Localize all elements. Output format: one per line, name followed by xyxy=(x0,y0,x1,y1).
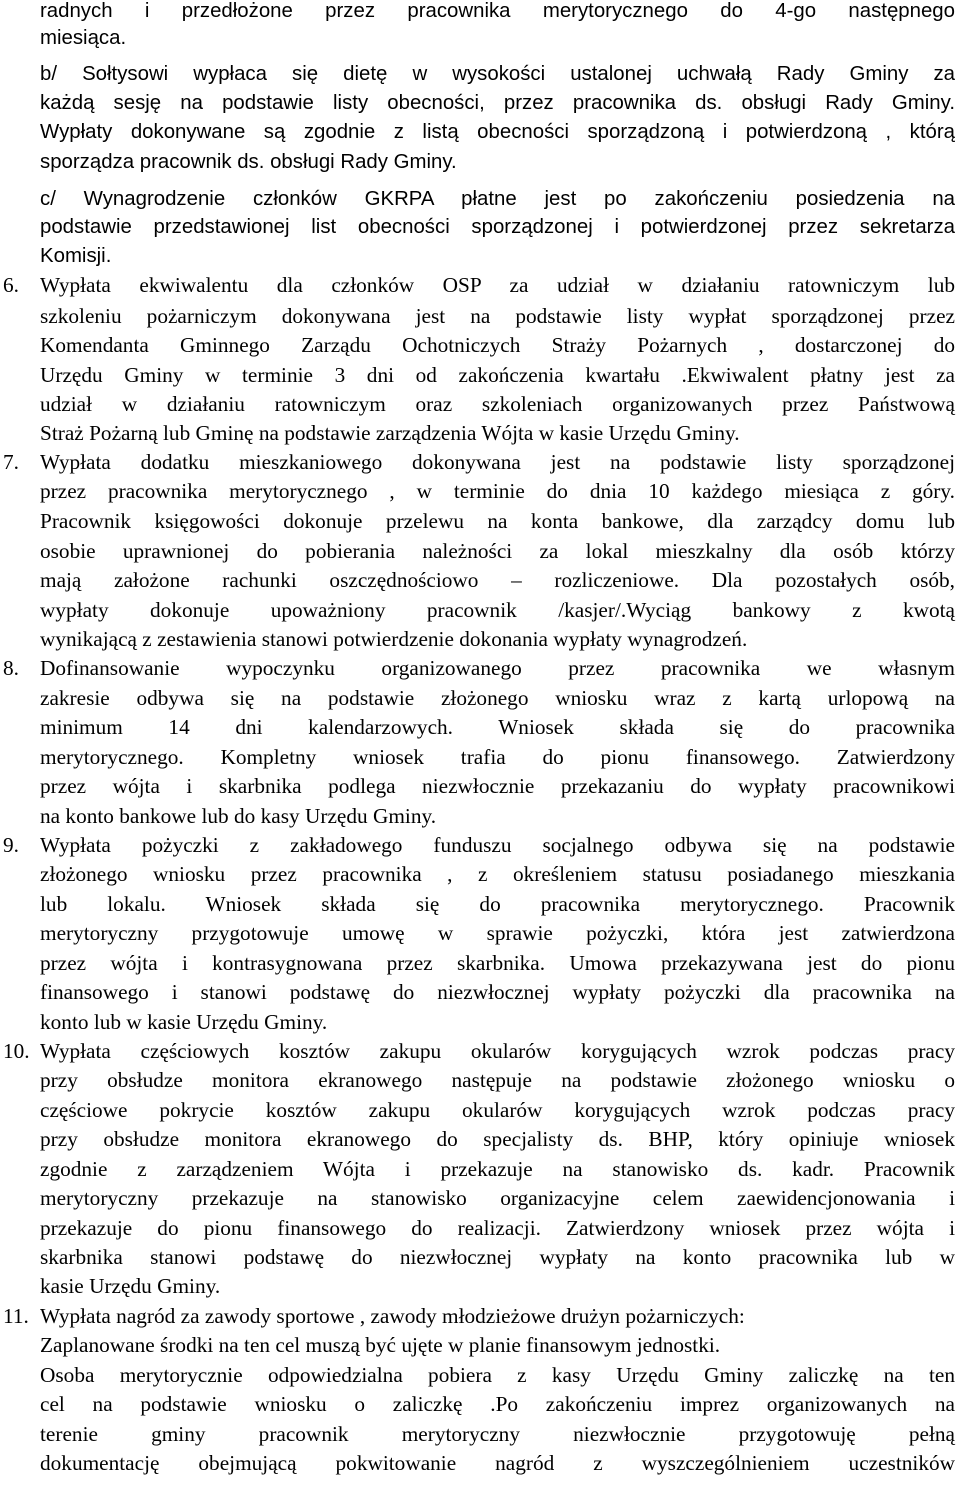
text-line: Wypłata pożyczki z zakładowego funduszu socjalnego odbywa się na podstawie xyxy=(40,833,955,857)
text-line: merytoryczny przygotowuje umowę w sprawie pożyczki, która jest zatwierdzona xyxy=(40,921,955,945)
text-line: sporządza pracownik ds. obsługi Rady Gminy. xyxy=(40,151,457,173)
text-line: wynikającą z zestawienia stanowi potwierdzenie dokonania wypłaty wynagrodzeń. xyxy=(40,627,748,651)
text-line: udział w działaniu ratowniczym oraz szkoleniach organizowanych przez Państwową xyxy=(40,392,955,416)
text-line: Osoba merytorycznie odpowiedzialna pobiera z kasy Urzędu Gminy zaliczkę na ten xyxy=(40,1363,955,1387)
text-line: konto lub w kasie Urzędu Gminy. xyxy=(40,1010,328,1034)
text-line: Komendanta Gminnego Zarządu Ochotniczych Straży Pożarnych , dostarczonej do xyxy=(40,333,955,357)
text-line: terenie gminy pracownik merytoryczny niezwłocznie przygotowuję pełną xyxy=(40,1422,955,1446)
list-number: 10. xyxy=(3,1039,30,1063)
text-line: złożonego wniosku przez pracownika , z określeniem statusu posiadanego mieszkania xyxy=(40,862,955,886)
text-line: Urzędu Gminy w terminie 3 dni od zakończenia kwartału .Ekwiwalent płatny jest za xyxy=(40,363,955,387)
text-line: Komisji. xyxy=(40,245,112,267)
text-line: szkoleniu pożarniczym dokonywana jest na podstawie listy wypłat sporządzonej przez xyxy=(40,304,955,328)
text-line: Wypłata dodatku mieszkaniowego dokonywana jest na podstawie listy sporządzonej xyxy=(40,450,955,474)
text-line: zakresie odbywa się na podstawie złożonego wniosku wraz z kartą urlopową na xyxy=(40,686,955,710)
text-line: Straż Pożarną lub Gminę na podstawie zarządzenia Wójta w kasie Urzędu Gminy. xyxy=(40,421,740,445)
text-line: Pracownik księgowości dokonuje przelewu na konta bankowe, dla zarządcy domu lub xyxy=(40,509,955,533)
text-line: częściowe pokrycie kosztów zakupu okularów korygujących wzrok podczas pracy xyxy=(40,1098,955,1122)
text-line: radnych i przedłożone przez pracownika merytorycznego do 4-go następnego xyxy=(40,0,955,22)
text-line: minimum 14 dni kalendarzowych. Wniosek składa się do pracownika xyxy=(40,715,955,739)
list-number: 8. xyxy=(3,656,19,680)
text-line: Wypłata nagród za zawody sportowe , zawody młodzieżowe drużyn pożarniczych: xyxy=(40,1304,745,1328)
text-line: osobie uprawnionej do pobierania należności za lokal mieszkalny dla osób którzy xyxy=(40,539,955,563)
text-line: przy obsłudze monitora ekranowego następuje na podstawie złożonego wniosku o xyxy=(40,1068,955,1092)
text-line: podstawie przedstawionej list obecności sporządzonej i potwierdzonej przez sekretarza xyxy=(40,216,955,238)
text-line: przez pracownika merytorycznego , w terminie do dnia 10 każdego miesiąca z góry. xyxy=(40,479,955,503)
text-line: c/ Wynagrodzenie członków GKRPA płatne jest po zakończeniu posiedzenia na xyxy=(40,188,955,210)
text-line: cel na podstawie wniosku o zaliczkę .Po zakończeniu imprez organizowanych na xyxy=(40,1392,955,1416)
text-line: kasie Urzędu Gminy. xyxy=(40,1274,221,1298)
text-line: miesiąca. xyxy=(40,27,127,49)
text-line: Zaplanowane środki na ten cel muszą być ujęte w planie finansowym jednostki. xyxy=(40,1333,721,1357)
text-line: b/ Sołtysowi wypłaca się dietę w wysokości ustalonej uchwałą Rady Gminy za xyxy=(40,63,955,85)
text-line: lub lokalu. Wniosek składa się do pracownika merytorycznego. Pracownik xyxy=(40,892,955,916)
text-line: przez wójta i skarbnika podlega niezwłocznie przekazaniu do wypłaty pracownikowi xyxy=(40,774,955,798)
text-line: zgodnie z zarządzeniem Wójta i przekazuje na stanowisko ds. kadr. Pracownik xyxy=(40,1157,955,1181)
list-number: 9. xyxy=(3,833,19,857)
list-number: 11. xyxy=(3,1304,29,1328)
text-line: przy obsłudze monitora ekranowego do specjalisty ds. BHP, który opiniuje wniosek xyxy=(40,1127,955,1151)
text-line: Wypłaty dokonywane są zgodnie z listą obecności sporządzoną i potwierdzoną , którą xyxy=(40,121,955,143)
text-line: Wypłata ekwiwalentu dla członków OSP za udział w działaniu ratowniczym lub xyxy=(40,273,955,297)
text-line: każdą sesję na podstawie listy obecności, przez pracownika ds. obsługi Rady Gminy. xyxy=(40,92,955,114)
text-line: dokumentację obejmującą pokwitowanie nagród z wyszczególnieniem uczestników xyxy=(40,1451,955,1475)
text-line: mają założone rachunki oszczędnościowo – rozliczeniowe. Dla pozostałych osób, xyxy=(40,568,955,592)
text-line: skarbnika stanowi podstawę do niezwłocznej wypłaty na konto pracownika lub w xyxy=(40,1245,955,1269)
text-line: merytorycznego. Kompletny wniosek trafia do pionu finansowego. Zatwierdzony xyxy=(40,745,955,769)
text-line: Wypłata częściowych kosztów zakupu okularów korygujących wzrok podczas pracy xyxy=(40,1039,955,1063)
text-line: przez wójta i kontrasygnowana przez skarbnika. Umowa przekazywana jest do pionu xyxy=(40,951,955,975)
text-line: finansowego i stanowi podstawę do niezwłocznej wypłaty pożyczki dla pracownika na xyxy=(40,980,955,1004)
list-number: 7. xyxy=(3,450,19,474)
text-line: przekazuje do pionu finansowego do realizacji. Zatwierdzony wniosek przez wójta i xyxy=(40,1216,955,1240)
text-line: merytoryczny przekazuje na stanowisko organizacyjne celem zaewidencjonowania i xyxy=(40,1186,955,1210)
text-line: na konto bankowe lub do kasy Urzędu Gminy. xyxy=(40,804,437,828)
text-line: wypłaty dokonuje upoważniony pracownik /kasjer/.Wyciąg bankowy z kwotą xyxy=(40,598,955,622)
text-line: Dofinansowanie wypoczynku organizowanego przez pracownika we własnym xyxy=(40,656,955,680)
list-number: 6. xyxy=(3,273,19,297)
